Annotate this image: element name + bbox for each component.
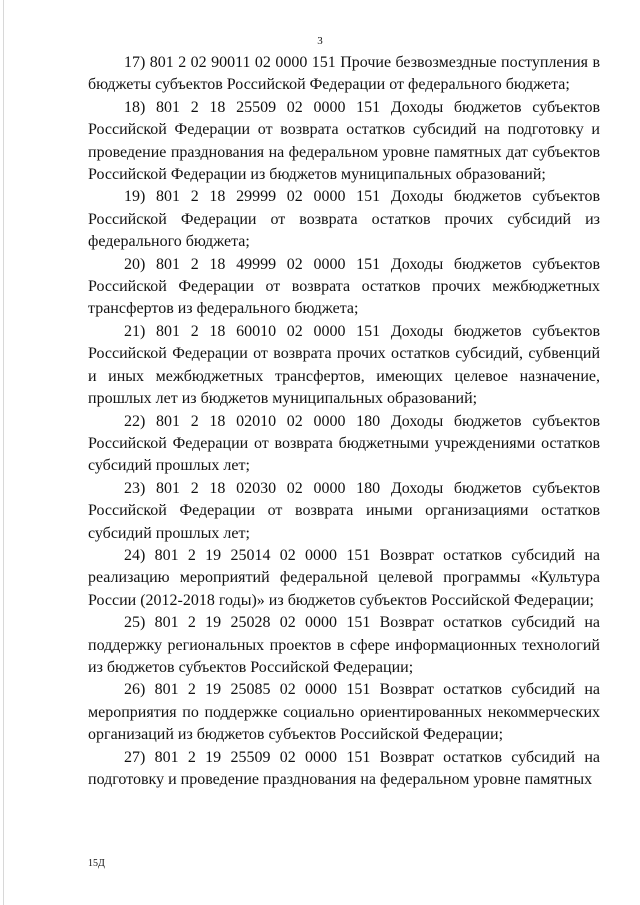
list-item-25: 25) 801 2 19 25028 02 0000 151 Возврат остатков субсидий на поддержку региональных проектов в сфере информационных технологий из бюджетов субъектов Российской Федерации;: [88, 614, 600, 676]
list-item-24: 24) 801 2 19 25014 02 0000 151 Возврат остатков субсидий на реализацию мероприятий федеральной целевой программы «Культура России (2012-2018 годы)» из бюджетов субъектов Российской Федерации;: [88, 546, 600, 609]
list-item-20: 20) 801 2 18 49999 02 0000 151 Доходы бюджетов субъектов Российской Федерации от возврата остатков прочих межбюджетных трансфертов из федерального бюджета;: [88, 255, 600, 318]
list-item-22: 22) 801 2 18 02010 02 0000 180 Доходы бюджетов субъектов Российской Федерации от возврата бюджетными учреждениями остатков субсидий прошлых лет;: [88, 412, 600, 475]
page-number: 3: [317, 35, 323, 47]
list-item-27: 27) 801 2 19 25509 02 0000 151 Возврат остатков субсидий на подготовку и проведение празднования на федеральном уровне памятных: [88, 748, 600, 788]
list-item-18: 18) 801 2 18 25509 02 0000 151 Доходы бюджетов субъектов Российской Федерации от возврата остатков субсидий на подготовку и проведение празднования на федеральном уровне памятных дат субъектов Российской Федерации из бюджетов муниципальных образований;: [88, 98, 600, 184]
document-body: [88, 52, 600, 791]
document-footer-code: 15Д: [88, 858, 105, 869]
list-item-23: 23) 801 2 18 02030 02 0000 180 Доходы бюджетов субъектов Российской Федерации от возврата иными организациями остатков субсидий прошлых лет;: [88, 479, 600, 542]
scan-edge-line: [3, 0, 4, 905]
list-item-21: 21) 801 2 18 60010 02 0000 151 Доходы бюджетов субъектов Российской Федерации от возврата прочих остатков субсидий, субвенций и иных межбюджетных трансфертов, имеющих целевое назначение, прошлых лет из бюджетов муниципальных образований;: [88, 322, 600, 408]
list-item-26: 26) 801 2 19 25085 02 0000 151 Возврат остатков субсидий на мероприятия по поддержке социально ориентированных некоммерческих организаций из бюджетов субъектов Российской Федерации;: [88, 681, 600, 744]
list-item-19: 19) 801 2 18 29999 02 0000 151 Доходы бюджетов субъектов Российской Федерации от возврата остатков прочих субсидий из федерального бюджета;: [88, 188, 600, 251]
list-item-17: 17) 801 2 02 90011 02 0000 151 Прочие безвозмездные поступления в бюджеты субъектов Российской Федерации от федерального бюджета;: [88, 54, 600, 94]
